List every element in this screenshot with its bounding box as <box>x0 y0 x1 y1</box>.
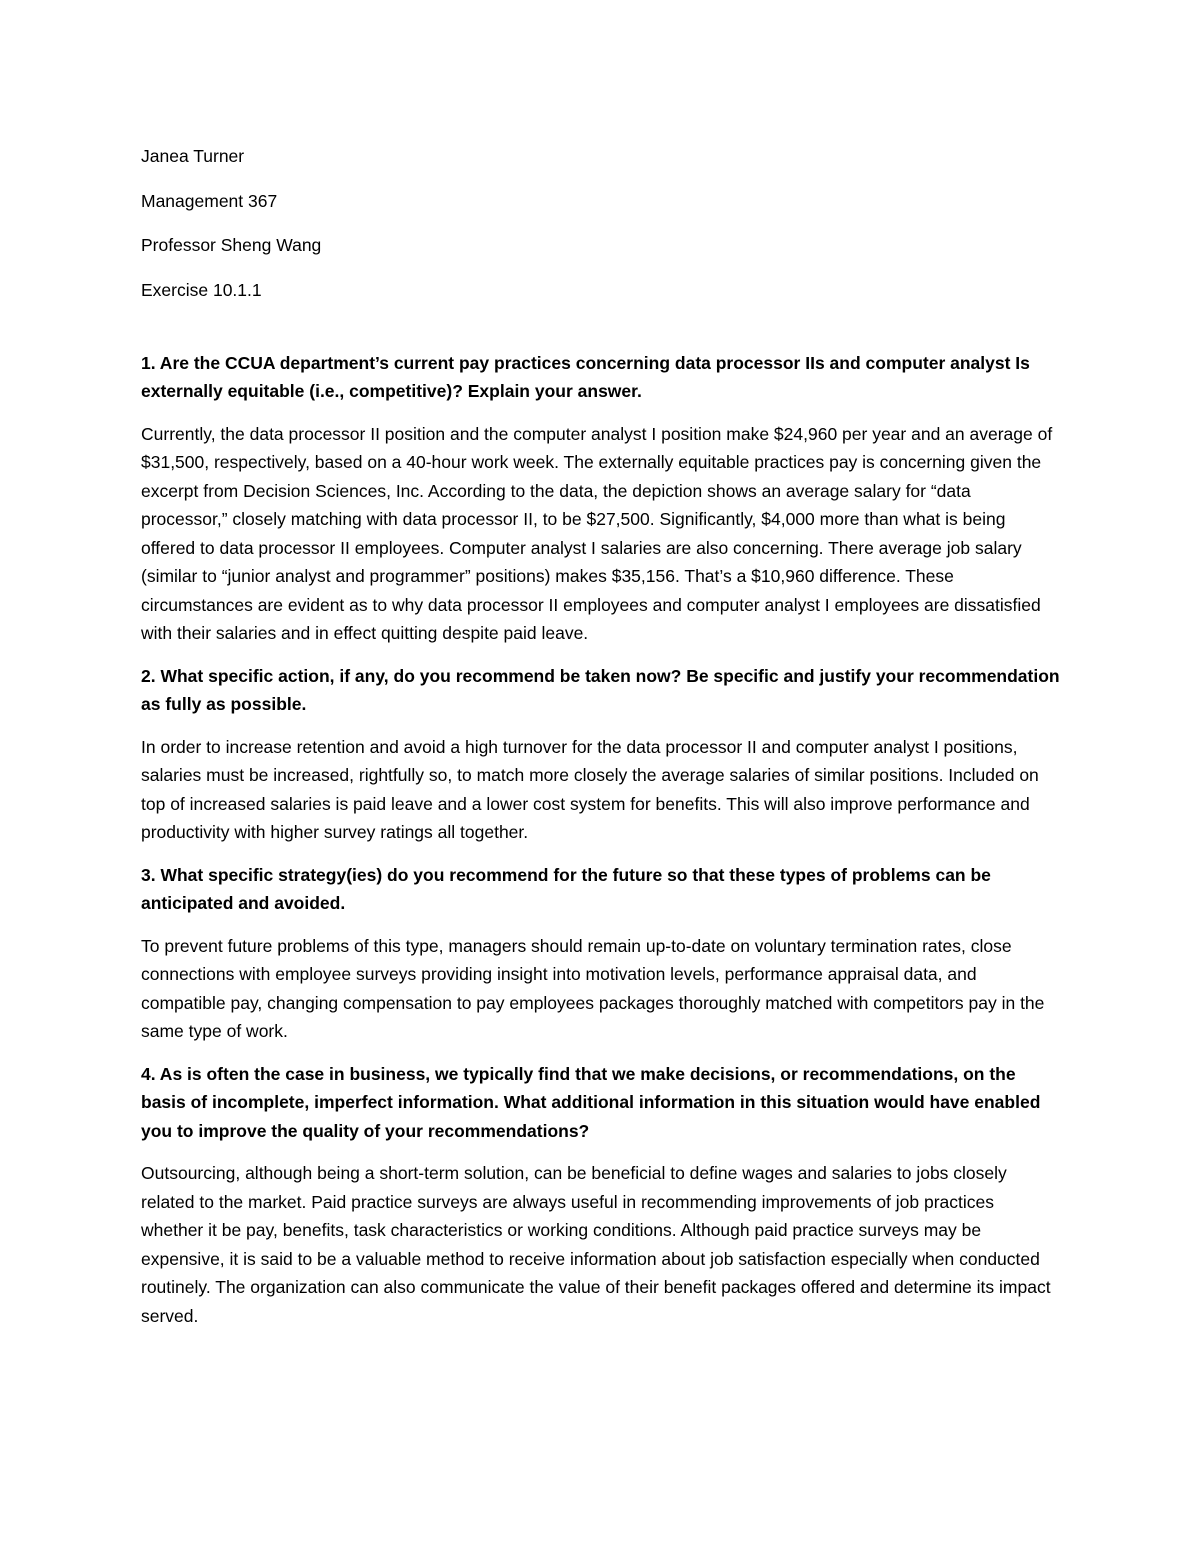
answer-1: Currently, the data processor II position and the computer analyst I position make $24,960 per year and an average of $31,500, respectively, based on a 40-hour work week. The externally equitable practices pay is concerning given the excerpt from Decision Sciences, Inc. According to the data, the depiction shows an average salary for “data processor,” closely matching with data processor II, to be $27,500. Significantly, $4,000 more than what is being offered to data processor II employees. Computer analyst I salaries are also concerning. There average job salary (similar to “junior analyst and programmer” positions) makes $35,156. That’s a $10,960 difference. These circumstances are evident as to why data processor II employees and computer analyst I employees are dissatisfied with their salaries and in effect quitting despite paid leave. <box>141 423 1053 643</box>
answer-2: In order to increase retention and avoid a high turnover for the data processor II and computer analyst I positions, salaries must be increased, rightfully so, to match more closely the average salaries of similar positions. Included on top of increased salaries is paid leave and a lower cost system for benefits. This will also improve performance and productivity with higher survey ratings all together. <box>141 736 1039 842</box>
document-header <box>141 142 1061 304</box>
question-3: 3. What specific strategy(ies) do you recommend for the future so that these types of problems can be anticipated and avoided. <box>141 864 991 913</box>
section-4 <box>141 1060 1061 1331</box>
exercise-title: Exercise 10.1.1 <box>141 279 262 300</box>
professor-name: Professor Sheng Wang <box>141 235 322 255</box>
section-3 <box>141 861 1061 1046</box>
question-4: 4. As is often the case in business, we typically find that we make decisions, or recommendations, on the basis of incomplete, imperfect information. What additional information in this situation would have enabled you to improve the quality of your recommendations? <box>141 1063 1041 1141</box>
section-2 <box>141 662 1061 847</box>
section-1 <box>141 349 1061 648</box>
question-1: 1. Are the CCUA department’s current pay practices concerning data processor IIs and computer analyst Is externally equitable (i.e., competitive)? Explain your answer. <box>141 352 1030 401</box>
course-name: Management 367 <box>141 190 278 211</box>
author-name: Janea Turner <box>141 146 245 166</box>
answer-3: To prevent future problems of this type, managers should remain up-to-date on voluntary termination rates, close connections with employee surveys providing insight into motivation levels, performance appraisal data, and compatible pay, changing compensation to pay employees packages thoroughly matched with competitors pay in the same type of work. <box>141 935 1045 1041</box>
question-2: 2. What specific action, if any, do you recommend be taken now? Be specific and justify your recommendation as fully as possible. <box>141 665 1060 714</box>
answer-4: Outsourcing, although being a short-term solution, can be beneficial to define wages and salaries to jobs closely related to the market. Paid practice surveys are always useful in recommending improvements of job practices whether it be pay, benefits, task characteristics or working conditions. Although paid practice surveys may be expensive, it is said to be a valuable method to receive information about job satisfaction especially when conducted routinely. The organization can also communicate the value of their benefit packages offered and determine its impact served. <box>141 1163 1051 1326</box>
document-page <box>141 142 1061 1344</box>
